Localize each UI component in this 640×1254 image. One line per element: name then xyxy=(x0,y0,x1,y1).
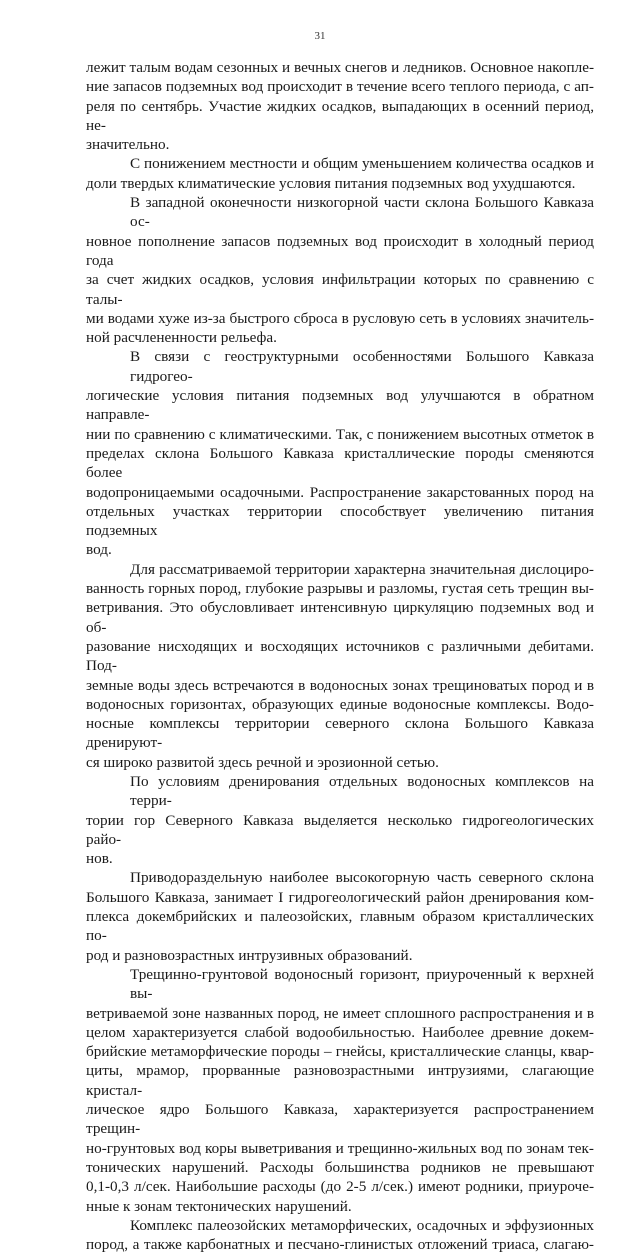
text-line: род и разновозрастных интрузивных образований. xyxy=(86,946,413,964)
text-line: нов. xyxy=(86,850,113,868)
text-line: ся широко развитой здесь речной и эрозионной сетью. xyxy=(86,753,439,771)
text-line: С понижением местности и общим уменьшением количества осадков и xyxy=(130,155,594,173)
paragraph xyxy=(86,965,594,1216)
text-line: 0,1-0,3 л/сек. Наибольшие расходы (до 2-5 л/сек.) имеют родники, приуроче- xyxy=(86,1178,594,1196)
text-line: нии по сравнению с климатическими. Так, с понижением высотных отметок в xyxy=(86,425,594,443)
text-line: Большого Кавказа, занимает I гидрогеологический район дренирования ком- xyxy=(86,888,594,906)
paragraph xyxy=(86,58,594,154)
text-line: пород, а также карбонатных и песчано-глинистых отложений триаса, слагаю- xyxy=(86,1236,594,1254)
text-line: По условиям дренирования отдельных водоносных комплексов на терри- xyxy=(130,772,594,810)
text-line: Трещинно-грунтовой водоносный горизонт, приуроченный к верхней вы- xyxy=(130,965,594,1003)
text-line: отдельных участках территории способствует увеличению питания подземных xyxy=(86,502,594,540)
text-line: плекса докембрийских и палеозойских, главным образом кристаллических по- xyxy=(86,908,594,945)
text-line: В связи с геоструктурными особенностями Большого Кавказа гидрогео- xyxy=(130,348,594,385)
body-text xyxy=(86,58,594,1254)
text-line: но-грунтовых вод коры выветривания и трещинно-жильных вод по зонам тек- xyxy=(86,1139,594,1157)
text-line: ветриваемой зоне названных пород, не имеет сплошного распространения и в xyxy=(86,1004,594,1022)
paragraph xyxy=(86,868,594,964)
text-line: земные воды здесь встречаются в водоносных зонах трещиноватых пород и в xyxy=(86,676,594,694)
text-line: логические условия питания подземных вод улучшаются в обратном направле- xyxy=(86,387,594,424)
text-line: пределах склона Большого Кавказа кристаллические породы сменяются более xyxy=(86,444,594,482)
paragraph xyxy=(86,154,594,193)
paragraph xyxy=(86,560,594,772)
text-line: целом характеризуется слабой водообильностью. Наиболее древние докем- xyxy=(86,1023,594,1041)
page-number: 31 xyxy=(314,30,326,42)
text-line: доли твердых климатические условия питания подземных вод ухудшаются. xyxy=(86,174,576,192)
text-line: вод. xyxy=(86,541,112,559)
text-line: ной расчлененности рельефа. xyxy=(86,329,277,347)
text-line: Приводораздельную наиболее высокогорную часть северного склона xyxy=(130,869,594,887)
text-line: ми водами хуже из-за быстрого сброса в русловую сеть в условиях значитель- xyxy=(86,309,594,327)
text-line: циты, мрамор, прорванные разновозрастными интрузиями, слагающие кристал- xyxy=(86,1062,594,1099)
text-line: ванность горных пород, глубокие разрывы и разломы, густая сеть трещин вы- xyxy=(86,580,594,598)
text-line: реля по сентябрь. Участие жидких осадков, выпадающих в осенний период, не- xyxy=(86,97,594,134)
text-line: водоносных горизонтах, образующих единые водоносные комплексы. Водо- xyxy=(86,695,594,713)
text-line: брийские метаморфические породы – гнейсы, кристаллические сланцы, квар- xyxy=(86,1043,594,1061)
text-line: ветривания. Это обусловливает интенсивную циркуляцию подземных вод и об- xyxy=(86,599,594,636)
text-line: ние запасов подземных вод происходит в течение всего теплого периода, с ап- xyxy=(86,78,594,96)
text-line: нные к зонам тектонических нарушений. xyxy=(86,1197,352,1215)
text-line: водопроницаемыми осадочными. Распространение закарстованных пород на xyxy=(86,483,594,501)
paragraph xyxy=(86,1216,594,1254)
paragraph xyxy=(86,772,594,868)
paragraph xyxy=(86,347,594,559)
text-line: разование нисходящих и восходящих источников с различными дебитами. Под- xyxy=(86,637,594,675)
text-line: В западной оконечности низкогорной части склона Большого Кавказа ос- xyxy=(130,194,594,231)
text-line: Для рассматриваемой территории характерна значительная дислоциро- xyxy=(130,560,594,578)
text-line: значительно. xyxy=(86,136,170,154)
text-line: лическое ядро Большого Кавказа, характеризуется распространением трещин- xyxy=(86,1101,594,1138)
text-line: новное пополнение запасов подземных вод происходит в холодный период года xyxy=(86,232,594,269)
text-line: за счет жидких осадков, условия инфильтрации которых по сравнению с талы- xyxy=(86,271,594,308)
text-line: тории гор Северного Кавказа выделяется несколько гидрогеологических райо- xyxy=(86,811,594,848)
text-line: Комплекс палеозойских метаморфических, осадочных и эффузионных xyxy=(130,1216,594,1234)
paragraph xyxy=(86,193,594,347)
text-line: носные комплексы территории северного склона Большого Кавказа дренируют- xyxy=(86,715,594,752)
text-line: тонических нарушений. Расходы большинства родников не превышают xyxy=(86,1158,594,1176)
text-line: лежит талым водам сезонных и вечных снегов и ледников. Основное накопле- xyxy=(86,59,594,76)
